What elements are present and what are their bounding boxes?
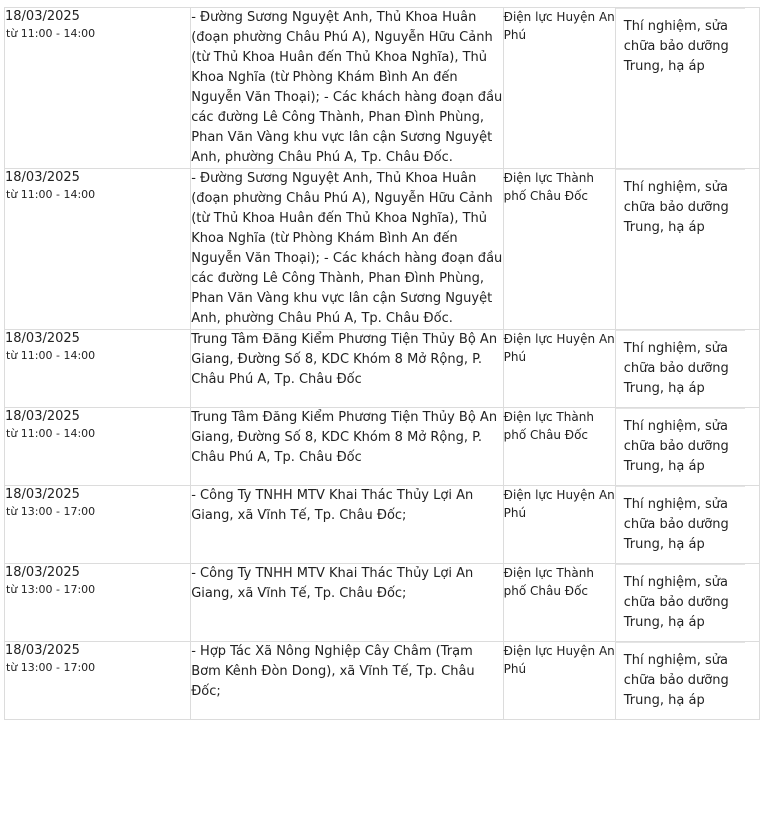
table-row — [5, 564, 760, 642]
outage-time: từ 11:00 - 14:00 — [6, 427, 96, 440]
power-unit: Điện lực Thành phố Châu Đốc — [503, 408, 615, 486]
power-unit: Điện lực Huyện An Phú — [503, 8, 615, 169]
power-unit: Điện lực Huyện An Phú — [503, 486, 615, 564]
table-body — [5, 8, 760, 720]
outage-area: Trung Tâm Đăng Kiểm Phương Tiện Thủy Bộ An Giang, Đường Số 8, KDC Khóm 8 Mở Rộng, P. Châu Phú A, Tp. Châu Đốc — [191, 330, 503, 408]
power-unit: Điện lực Thành phố Châu Đốc — [503, 564, 615, 642]
reason-cell — [615, 564, 759, 642]
date-cell — [5, 564, 191, 642]
table-row — [5, 408, 760, 486]
date-cell — [5, 486, 191, 564]
outage-time: từ 11:00 - 14:00 — [6, 349, 96, 362]
outage-area: - Công Ty TNHH MTV Khai Thác Thủy Lợi An Giang, xã Vĩnh Tế, Tp. Châu Đốc; — [191, 486, 503, 564]
power-unit: Điện lực Huyện An Phú — [503, 642, 615, 720]
power-unit: Điện lực Thành phố Châu Đốc — [503, 169, 615, 330]
outage-area: Trung Tâm Đăng Kiểm Phương Tiện Thủy Bộ An Giang, Đường Số 8, KDC Khóm 8 Mở Rộng, P. Châu Phú A, Tp. Châu Đốc — [191, 408, 503, 486]
table-row — [5, 330, 760, 408]
date-cell — [5, 330, 191, 408]
outage-reason: Thí nghiệm, sửa chữa bảo dưỡng Trung, hạ áp — [616, 642, 745, 719]
reason-cell — [615, 486, 759, 564]
reason-cell — [615, 8, 759, 169]
power-unit: Điện lực Huyện An Phú — [503, 330, 615, 408]
outage-date: 18/03/2025 — [5, 9, 80, 24]
reason-cell — [615, 408, 759, 486]
reason-cell — [615, 642, 759, 720]
date-cell — [5, 169, 191, 330]
outage-area: - Hợp Tác Xã Nông Nghiệp Cây Châm (Trạm Bơm Kênh Đòn Dong), xã Vĩnh Tế, Tp. Châu Đốc; — [191, 642, 503, 720]
date-cell — [5, 8, 191, 169]
outage-time: từ 13:00 - 17:00 — [6, 505, 96, 518]
outage-time: từ 13:00 - 17:00 — [6, 661, 96, 674]
outage-time: từ 11:00 - 14:00 — [6, 188, 96, 201]
date-cell — [5, 408, 191, 486]
outage-date: 18/03/2025 — [5, 487, 80, 502]
outage-reason: Thí nghiệm, sửa chữa bảo dưỡng Trung, hạ áp — [616, 330, 745, 407]
table-row — [5, 486, 760, 564]
outage-date: 18/03/2025 — [5, 331, 80, 346]
outage-reason: Thí nghiệm, sửa chữa bảo dưỡng Trung, hạ áp — [616, 408, 745, 485]
outage-area: - Đường Sương Nguyệt Anh, Thủ Khoa Huân (đoạn phường Châu Phú A), Nguyễn Hữu Cảnh (từ Thủ Khoa Huân đến Thủ Khoa Nghĩa), Thủ Khoa Nghĩa (từ Phòng Khám Bình An đến Nguyễn Văn Thoại); - Các khách hàng đoạn đầu các đường Lê Công Thành, Phan Đình Phùng, Phan Văn Vàng khu vực lân cận Sương Nguyệt Anh, phường Châu Phú A, Tp. Châu Đốc. — [191, 8, 503, 169]
outage-date: 18/03/2025 — [5, 409, 80, 424]
reason-cell — [615, 169, 759, 330]
outage-time: từ 11:00 - 14:00 — [6, 27, 96, 40]
outage-reason: Thí nghiệm, sửa chữa bảo dưỡng Trung, hạ áp — [616, 486, 745, 563]
outage-time: từ 13:00 - 17:00 — [6, 583, 96, 596]
outage-date: 18/03/2025 — [5, 643, 80, 658]
table-row — [5, 169, 760, 330]
outage-date: 18/03/2025 — [5, 565, 80, 580]
table-row — [5, 8, 760, 169]
table-row — [5, 642, 760, 720]
date-cell — [5, 642, 191, 720]
outage-reason: Thí nghiệm, sửa chữa bảo dưỡng Trung, hạ áp — [616, 8, 745, 85]
outage-reason: Thí nghiệm, sửa chữa bảo dưỡng Trung, hạ áp — [616, 564, 745, 641]
outage-area: - Công Ty TNHH MTV Khai Thác Thủy Lợi An Giang, xã Vĩnh Tế, Tp. Châu Đốc; — [191, 564, 503, 642]
outage-area: - Đường Sương Nguyệt Anh, Thủ Khoa Huân (đoạn phường Châu Phú A), Nguyễn Hữu Cảnh (từ Thủ Khoa Huân đến Thủ Khoa Nghĩa), Thủ Khoa Nghĩa (từ Phòng Khám Bình An đến Nguyễn Văn Thoại); - Các khách hàng đoạn đầu các đường Lê Công Thành, Phan Đình Phùng, Phan Văn Vàng khu vực lân cận Sương Nguyệt Anh, phường Châu Phú A, Tp. Châu Đốc. — [191, 169, 503, 330]
outage-reason: Thí nghiệm, sửa chữa bảo dưỡng Trung, hạ áp — [616, 169, 745, 246]
reason-cell — [615, 330, 759, 408]
outage-schedule-table — [4, 7, 760, 720]
outage-date: 18/03/2025 — [5, 170, 80, 185]
